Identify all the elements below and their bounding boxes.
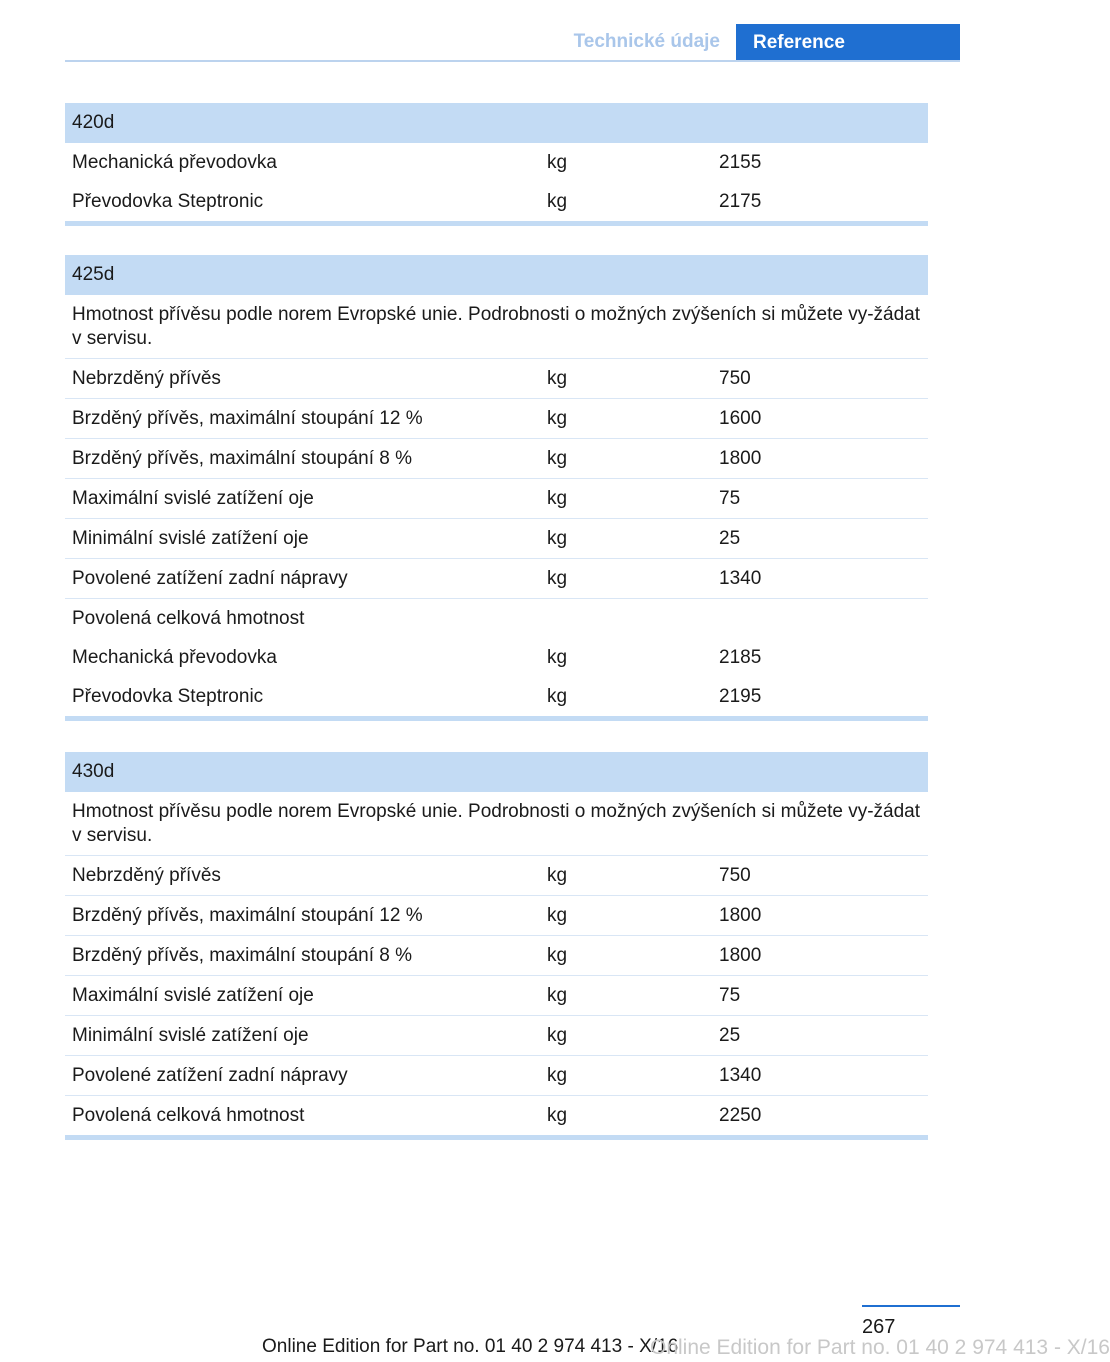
row-value: 2250 [712,1096,928,1138]
row-value: 1340 [712,1056,928,1096]
table-425d [65,255,928,721]
row-label: Brzděný přívěs, maximální stoupání 8 % [65,439,540,479]
table-row [65,1016,928,1056]
table-row [65,439,928,479]
row-unit: kg [547,151,568,173]
edition-text: Online Edition for Part no. 01 40 2 974 413 - X/16 [262,1336,679,1357]
page-number: 267 [862,1316,896,1338]
table-row [65,599,928,639]
row-value: 2175 [719,190,762,212]
row-label: Převodovka Steptronic [72,685,264,707]
table-row [65,559,928,599]
watermark-text: Online Edition for Part no. 01 40 2 974 413 - X/16 [650,1336,1110,1359]
row-label: Maximální svislé zatížení oje [65,976,540,1016]
row-unit: kg [540,359,712,399]
row-unit: kg [540,559,712,599]
table-header [65,752,928,792]
row-label: Povolené zatížení zadní nápravy [65,1056,540,1096]
header-rule [65,60,960,62]
table-header [65,103,928,143]
trailer-note: Hmotnost přívěsu podle norem Evropské unie. Podrobnosti o možných zvýšeních si můžete vy-žádat v servisu. [72,800,921,846]
row-label: Mechanická převodovka [72,151,277,173]
table-row [65,856,928,896]
table-row [65,519,928,559]
table-row [65,638,928,677]
row-unit: kg [540,856,712,896]
row-label: Povolená celková hmotnost [65,599,928,639]
table-end-rule [65,1138,928,1141]
row-unit: kg [540,399,712,439]
row-label: Povolené zatížení zadní nápravy [65,559,540,599]
row-value: 1800 [712,896,928,936]
row-unit: kg [540,479,712,519]
row-value: 1340 [712,559,928,599]
table-row [65,359,928,399]
table-430d [65,752,928,1140]
row-label: Minimální svislé zatížení oje [65,519,540,559]
row-value: 2185 [719,646,762,668]
table-note-row [65,295,928,359]
table-420d [65,103,928,226]
row-label: Brzděný přívěs, maximální stoupání 12 % [65,399,540,439]
row-unit: kg [540,1096,712,1138]
row-value: 2155 [719,151,762,173]
model-title: 420d [65,103,928,143]
row-unit: kg [540,896,712,936]
row-value: 75 [712,479,928,519]
table-row [65,677,928,719]
model-title: 430d [65,752,928,792]
row-value: 750 [712,856,928,896]
table-row [65,479,928,519]
row-unit: kg [540,976,712,1016]
row-value: 1800 [712,439,928,479]
table-header [65,255,928,295]
table-note-row [65,792,928,856]
row-value: 1800 [712,936,928,976]
row-unit: kg [547,190,568,212]
row-value: 75 [712,976,928,1016]
table-row [65,1096,928,1138]
trailer-note: Hmotnost přívěsu podle norem Evropské unie. Podrobnosti o možných zvýšeních si můžete vy-žádat v servisu. [72,303,921,349]
row-unit: kg [547,646,568,668]
row-label: Brzděný přívěs, maximální stoupání 8 % [65,936,540,976]
row-value: 25 [712,1016,928,1056]
row-unit: kg [540,1056,712,1096]
table-row [65,976,928,1016]
table-row [65,896,928,936]
table-end-rule [65,224,928,227]
row-label: Mechanická převodovka [72,646,277,668]
row-label: Povolená celková hmotnost [65,1096,540,1138]
row-unit: kg [540,936,712,976]
table-row [65,399,928,439]
row-label: Minimální svislé zatížení oje [65,1016,540,1056]
row-label: Nebrzděný přívěs [65,856,540,896]
row-label: Převodovka Steptronic [72,190,264,212]
row-value: 25 [712,519,928,559]
row-label: Nebrzděný přívěs [65,359,540,399]
row-unit: kg [540,1016,712,1056]
row-label: Maximální svislé zatížení oje [65,479,540,519]
row-value: 1600 [712,399,928,439]
section-tab: Technické údaje [573,31,720,52]
row-value: 2195 [719,685,762,707]
page-header [65,24,960,62]
footer-rule [862,1305,960,1307]
row-label: Brzděný přívěs, maximální stoupání 12 % [65,896,540,936]
row-value: 750 [712,359,928,399]
table-row [65,182,928,224]
table-row [65,936,928,976]
row-unit: kg [547,685,568,707]
table-row [65,1056,928,1096]
table-end-rule [65,719,928,722]
model-title: 425d [65,255,928,295]
chapter-tab: Reference [736,24,960,62]
row-unit: kg [540,519,712,559]
row-unit: kg [540,439,712,479]
table-row [65,143,928,182]
